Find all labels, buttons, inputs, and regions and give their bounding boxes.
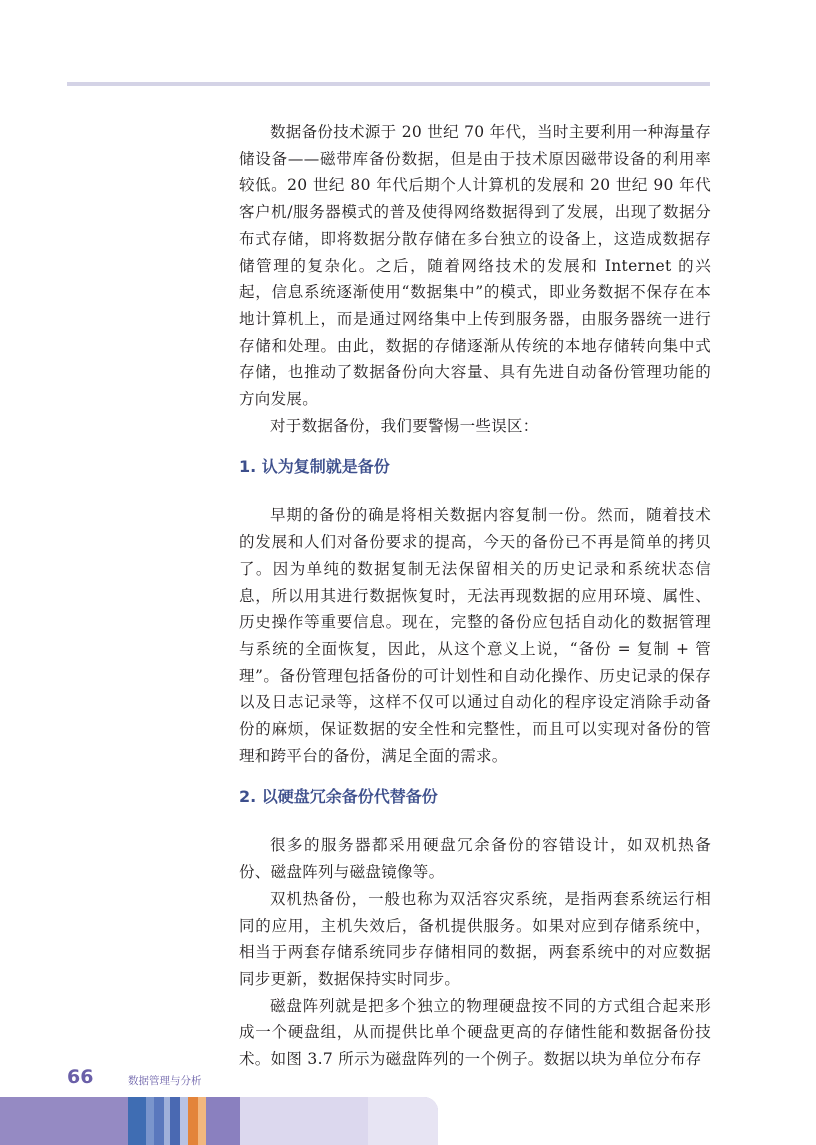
band-stripe (128, 1097, 146, 1145)
band-block (368, 1097, 438, 1145)
band-stripe (206, 1097, 240, 1145)
band-stripe (180, 1097, 188, 1145)
section1-paragraph: 早期的备份的确是将相关数据内容复制一份。然而，随着技术的发展和人们对备份要求的提高，今天的备份已不再是简单的拷贝了。因为单纯的数据复制无法保留相关的历史记录和系统状态信息，所以用其进行数据恢复时，无法再现数据的应用环境、属性、历史操作等重要信息。现在，完整的备份应包括自动化的数据管理与系统的全面恢复，因此，从这个意义上说，“备份 = 复制 + 管理”。备份管理包括备份的可计划性和自动化操作、历史记录的保存以及日志记录等，这样不仅可以通过自动化的程序设定消除手动备份的麻烦，保证数据的安全性和完整性，而且可以实现对备份的管理和跨平台的备份，满足全面的需求。 (239, 506, 711, 765)
decorative-footer-band (0, 1097, 438, 1145)
band-stripe (154, 1097, 164, 1145)
band-stripe (170, 1097, 180, 1145)
band-stripe (198, 1097, 206, 1145)
band-stripe (188, 1097, 198, 1145)
band-stripe (146, 1097, 154, 1145)
page-body (239, 119, 711, 1073)
header-rule (67, 82, 710, 86)
section2-paragraph: 磁盘阵列就是把多个独立的物理硬盘按不同的方式组合起来形成一个硬盘组，从而提供比单个硬盘更高的存储性能和数据备份技术。如图 3.7 所示为磁盘阵列的一个例子。数据以块为单位分布存 (239, 996, 711, 1069)
section2-paragraph: 很多的服务器都采用硬盘冗余备份的容错设计，如双机热备份、磁盘阵列与磁盘镜像等。 (239, 836, 711, 882)
section-heading-2: 2. 以硬盘冗余备份代替备份 (239, 787, 438, 807)
intro-paragraph: 对于数据备份，我们要警惕一些误区： (270, 416, 539, 435)
section-heading-1: 1. 认为复制就是备份 (239, 457, 390, 477)
book-title: 数据管理与分析 (128, 1075, 202, 1087)
intro-paragraph: 数据备份技术源于 20 世纪 70 年代，当时主要利用一种海量存储设备——磁带库备份数据，但是由于技术原因磁带设备的利用率较低。20 世纪 80 年代后期个人计算机的发展和 20 世纪 90 年代客户机/服务器模式的普及使得网络数据得到了发展，出现了数据分布式存储，即将数据分散存储在多台独立的设备上，这造成数据存储管理的复杂化。之后，随着网络技术的发展和 Internet 的兴起，信息系统逐渐使用“数据集中”的模式，即业务数据不保存在本地计算机上，而是通过网络集中上传到服务器，由服务器统一进行存储和处理。由此，数据的存储逐渐从传统的本地存储转向集中式存储，也推动了数据备份向大容量、具有先进自动备份管理功能的方向发展。 (239, 123, 711, 409)
page-number: 66 (67, 1066, 94, 1088)
section2-paragraph: 双机热备份，一般也称为双活容灾系统，是指两套系统运行相同的应用，主机失效后，备机提供服务。如果对应到存储系统中，相当于两套存储系统同步存储相同的数据，两套系统中的对应数据同步更新，数据保持实时同步。 (239, 889, 711, 988)
band-block (0, 1097, 128, 1145)
